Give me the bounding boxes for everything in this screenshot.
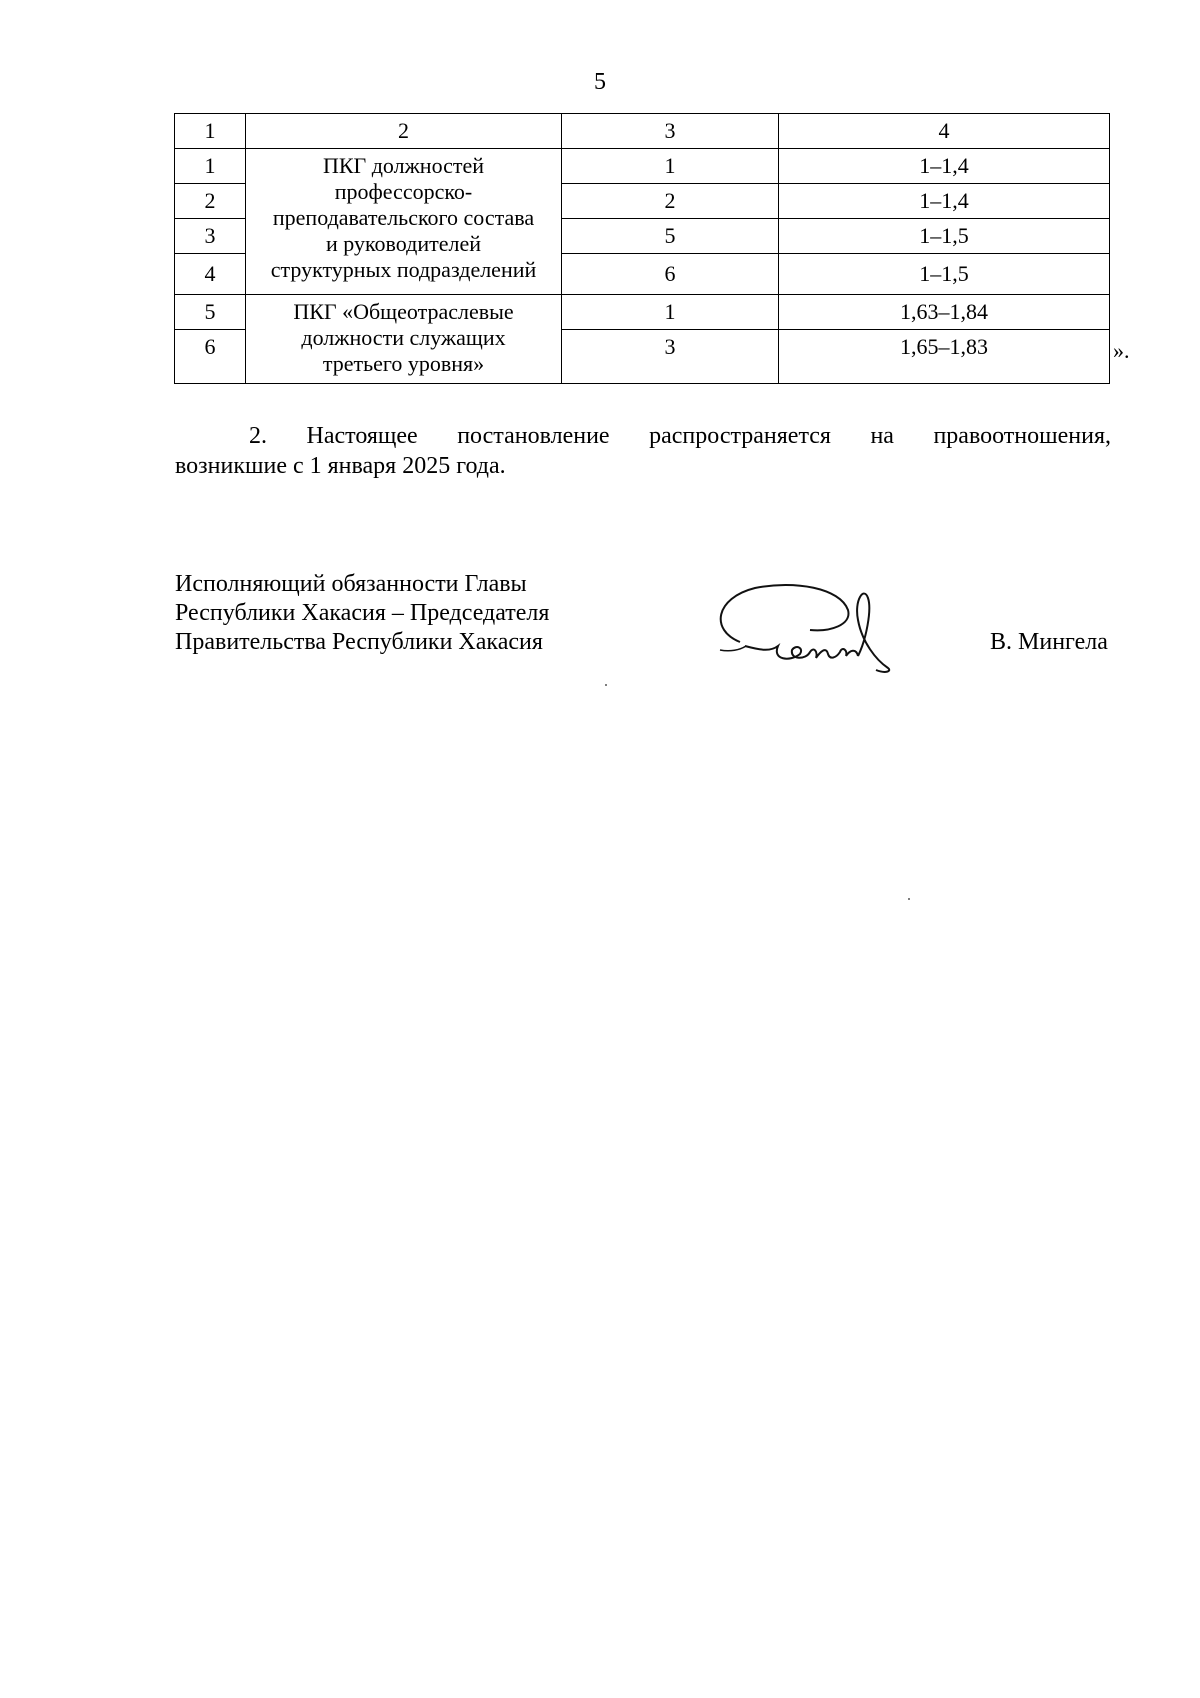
paragraph-text: 2. Настоящее постановление распространяется на правоотношения, (249, 423, 1111, 449)
handwritten-signature (700, 580, 920, 680)
signer-position-line: Правительства Республики Хакасия (175, 629, 543, 655)
closing-quote: ». (1113, 338, 1130, 363)
qualification-level: 3 (562, 330, 779, 384)
paragraph-line: возникшие с 1 января 2025 года. (175, 453, 506, 479)
group-label-line: третьего уровня» (322, 351, 485, 376)
coefficient: 1–1,4 (779, 184, 1110, 219)
qualification-level: 1 (562, 149, 779, 184)
signer-name: В. Мингела (990, 629, 1108, 655)
group-label-line: должности служащих (301, 325, 506, 350)
row-number: 2 (175, 184, 246, 219)
coefficient: 1,63–1,84 (779, 295, 1110, 330)
coefficients-table (174, 113, 1110, 384)
group-label-line: профессорско- (334, 179, 473, 204)
scan-speck (908, 898, 910, 900)
row-number: 1 (175, 149, 246, 184)
group-label-line: ПКГ должностей (322, 153, 485, 178)
page-number: 5 (594, 69, 606, 95)
qualification-level: 5 (562, 219, 779, 254)
header-cell: 2 (246, 114, 562, 149)
group-label-line: структурных подразделений (270, 257, 537, 282)
coefficient: 1–1,5 (779, 254, 1110, 295)
table-header-row (175, 114, 1110, 149)
signer-position (175, 570, 549, 657)
signer-position-line: Исполняющий обязанности Главы (175, 571, 527, 597)
group-label-cell (246, 149, 562, 295)
group-label-line: ПКГ «Общеотраслевые (293, 299, 514, 324)
coefficient: 1,65–1,83 (779, 330, 1110, 384)
header-cell: 4 (779, 114, 1110, 149)
row-number: 6 (175, 330, 246, 384)
row-number: 4 (175, 254, 246, 295)
header-cell: 3 (562, 114, 779, 149)
qualification-level: 2 (562, 184, 779, 219)
qualification-level: 1 (562, 295, 779, 330)
coefficient: 1–1,5 (779, 219, 1110, 254)
group-label-line: и руководителей (325, 231, 482, 256)
group-label-line: преподавательского состава (272, 205, 535, 230)
group-label-cell (246, 295, 562, 384)
header-cell: 1 (175, 114, 246, 149)
paragraph-line (175, 421, 1111, 451)
scan-speck (605, 684, 607, 686)
table-row (175, 149, 1110, 184)
coefficient: 1–1,4 (779, 149, 1110, 184)
row-number: 3 (175, 219, 246, 254)
table-row (175, 295, 1110, 330)
signer-position-line: Республики Хакасия – Председателя (175, 600, 550, 626)
qualification-level: 6 (562, 254, 779, 295)
row-number: 5 (175, 295, 246, 330)
